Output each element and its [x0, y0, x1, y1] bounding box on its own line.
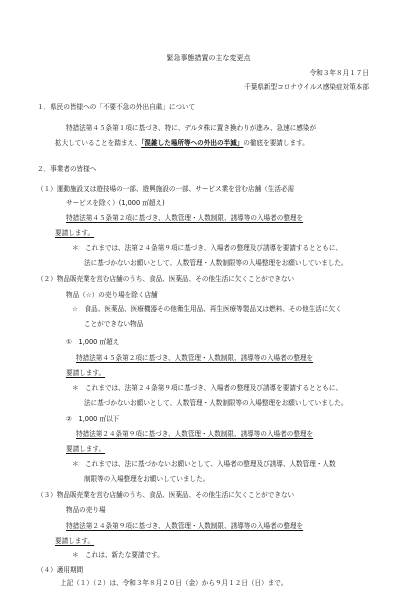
section-1-line-2c: の徹底を要請します。	[243, 139, 309, 147]
item-2-sub-1-request-2: 要請します。	[66, 369, 106, 377]
item-1-note-1: ＊ これまでは、法第２４条第９項に基づき、入場者の整理及び誘導を要請するとともに、	[72, 244, 343, 252]
item-2-sub-1-label: ① 1,000 ㎡超え	[66, 338, 120, 346]
item-2-sub-2-label: ② 1,000 ㎡以下	[66, 415, 120, 423]
item-4-body: 上記（１）（２）は、令和３年８月２０日（金）から９月１２日（日）まで。	[60, 579, 288, 587]
section-1-line-2a: 拡大していることを踏まえ、	[55, 139, 142, 147]
item-1-request-2: 要請します。	[55, 229, 95, 237]
section-1-emphasis: 「混雑した場所等への外出の半減」	[141, 139, 244, 147]
item-1-request-1: 特措法第４５条第２項に基づき、人数管理・人数制限、誘導等の入場者の整理を	[66, 214, 304, 222]
item-2-line-1: （２）物品販売業を営む店舗のうち、食品、医薬品、その他生活に欠くことができない	[37, 275, 295, 283]
item-2-star-note-1: ☆ 食品、医薬品、医療機器その他衛生用品、再生医療等製品又は燃料、その他生活に欠く	[72, 305, 342, 313]
item-2-sub-2-request-2: 要請します。	[66, 445, 106, 453]
item-3-line-2: 物品の売り場	[66, 506, 106, 514]
item-1-note-2: 法に基づかないお願いとして、人数管理・人数制限等の入場整理をお願いしていました。	[84, 259, 348, 267]
section-1-line-2	[55, 140, 309, 147]
item-2-sub-1-request-1: 特措法第４５条第２項に基づき、人数管理・人数制限、誘導等の入場者の整理を	[76, 354, 314, 362]
section-2-heading: ２．事業者の皆様へ	[37, 165, 97, 173]
item-2-sub-2-note-2: 制限等の入場整理をお願いしていました。	[84, 475, 210, 483]
item-2-sub-1-note-1: ＊ これまでは、法第２４条第９項に基づき、入場者の整理及び誘導を要請するとともに、	[72, 384, 343, 392]
item-3-line-1: （３）物品販売業を営む店舗のうち、食品、医薬品、その他生活に欠くことができない	[37, 491, 295, 499]
section-1-line-1: 特措法第４５条第１項に基づき、特に、デルタ株に置き換わりが進み、急速に感染が	[66, 124, 317, 132]
item-1-line-2: サービスを除く）(1,000 ㎡超え)	[66, 199, 165, 207]
item-3-request-2: 要請します。	[55, 537, 95, 545]
section-1-heading: １．県民の皆様への「不要不急の外出自粛」について	[37, 103, 196, 111]
item-3-note: ＊ これは、新たな要請です。	[72, 551, 164, 559]
item-4-heading: （４）適用期間	[37, 566, 84, 574]
item-2-sub-2-request-1: 特措法第２４条第９項に基づき、人数管理・人数制限、誘導等の入場者の整理を	[76, 430, 314, 438]
item-2-sub-2-note-1: ＊ これまでは、法に基づかないお願いとして、入場者の整理及び誘導、人数管理・人数	[72, 460, 336, 468]
item-3-request-1: 特措法第２４条第９項に基づき、人数管理・人数制限、誘導等の入場者の整理を	[66, 522, 304, 530]
issue-date: 令和３年８月１７日	[309, 69, 369, 77]
page-title: 緊急事態措置の主な変更点	[166, 54, 251, 62]
item-2-sub-1-note-2: 法に基づかないお願いとして、人数管理・人数制限等の入場整理をお願いしていました。	[84, 399, 348, 407]
item-2-line-2: 物品（☆）の売り場を除く店舗	[66, 291, 158, 299]
item-2-star-note-2: ことができない物品	[84, 320, 144, 328]
issuing-organization: 千葉県新型コロナウイルス感染症対策本部	[244, 83, 369, 91]
item-1-line-1: （１）運動施設又は遊技場の一部、遊興施設の一部、サービス業を営む店舗（生活必需	[37, 185, 295, 193]
